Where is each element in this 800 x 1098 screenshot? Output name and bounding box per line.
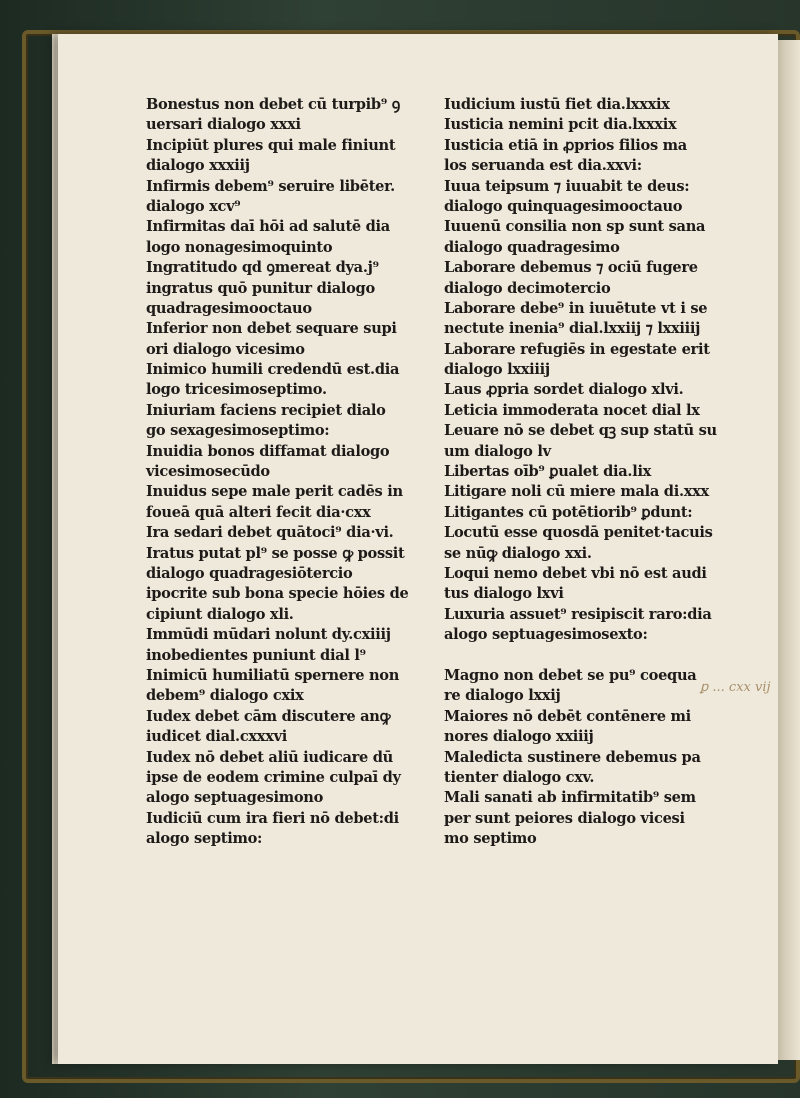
text-line: alogo septuagesimosexto: [444, 626, 648, 644]
text-line: Ingratitudo qd ꝯmereat dya.j⁹ [146, 259, 379, 277]
text-line: dialogo quadragesiōtercio [146, 564, 353, 582]
text-line: Litigantes cū potētiorib⁹ ꝑdunt: [444, 503, 693, 521]
text-line: Iuua teipsum ⁊ iuuabit te deus: [444, 177, 690, 195]
text-line: Loqui nemo debet vbi nō est audi [444, 564, 707, 582]
text-line: cipiunt dialogo xli. [146, 605, 294, 623]
text-line: Iusticia nemini pcit dia.lxxxix [444, 116, 677, 134]
text-line: dialogo xcv⁹ [146, 197, 241, 215]
text-line: Locutū esse quosdā penitet·tacuis [444, 524, 713, 542]
text-line: Inimico humili credendū est.dia [146, 361, 400, 379]
text-line: dialogo lxxiiij [444, 361, 550, 379]
text-line: ori dialogo vicesimo [146, 340, 305, 358]
text-line: dialogo decimotercio [444, 279, 611, 297]
text-line: Libertas oīb⁹ ꝑualet dia.lix [444, 463, 652, 481]
text-line: Maledicta sustinere debemus pa [444, 748, 701, 766]
text-line: go sexagesimoseptimo: [146, 422, 330, 440]
text-line: nores dialogo xxiiij [444, 728, 594, 746]
text-line: logo nonagesimoquinto [146, 238, 333, 256]
text-line: alogo septimo: [146, 830, 263, 848]
text-line: uersari dialogo xxxi [146, 116, 301, 134]
text-line: ingratus quō punitur dialogo [146, 279, 375, 297]
text-line: vicesimosecūdo [146, 463, 270, 481]
text-line: Magno non debet se pu⁹ coequa [444, 666, 697, 684]
text-line: dialogo quinquagesimooctauo [444, 197, 683, 215]
text-line: per sunt peiores dialogo vicesi [444, 809, 685, 827]
text-line: dialogo xxxiij [146, 157, 250, 175]
text-line: debem⁹ dialogo cxix [146, 687, 304, 705]
text-line: quadragesimooctauo [146, 299, 312, 317]
text-line: Iratus putat pl⁹ se posse ꝙ possit [146, 544, 405, 562]
text-line: se nūꝙ dialogo xxi. [444, 544, 592, 562]
text-line: Immūdi mūdari nolunt dy.cxiiij [146, 626, 391, 644]
text-line: Inferior non debet sequare supi [146, 320, 397, 338]
text-line: inobedientes puniunt dial l⁹ [146, 646, 366, 664]
text-line: Inuidia bonos diffamat dialogo [146, 442, 390, 460]
text-line [444, 646, 744, 666]
text-line: Iudicium iustū fiet dia.lxxxix [444, 96, 670, 113]
text-line: Iudex nō debet aliū iudicare dū [146, 748, 393, 766]
right-text-column [444, 95, 744, 849]
text-line: Laborare debemus ⁊ ociū fugere [444, 259, 698, 277]
text-line: foueā quā alteri fecit dia·cxx [146, 503, 371, 521]
text-line: Incipiūt plures qui male finiunt [146, 136, 396, 154]
text-line: Laborare refugiēs in egestate erit [444, 340, 710, 358]
text-line: Iniuriam faciens recipiet dialo [146, 401, 386, 419]
text-line: Laus ꝓpria sordet dialogo xlvi. [444, 381, 684, 399]
text-line: Luxuria assuet⁹ resipiscit raro:dia [444, 605, 712, 623]
text-line: Litigare noli cū miere mala di.xxx [444, 483, 709, 501]
text-line: ipse de eodem crimine culpaī dy [146, 768, 401, 786]
text-line: Leticia immoderata nocet dial lx [444, 401, 700, 419]
text-line: iudicet dial.cxxxvi [146, 728, 288, 746]
text-line: Iusticia etiā in ꝓprios filios ma [444, 136, 687, 154]
facing-page-edge [775, 40, 800, 1060]
left-text-column [146, 95, 436, 849]
text-line: mo septimo [444, 830, 537, 848]
text-line: Inimicū humiliatū spernere non [146, 666, 400, 684]
text-line: logo tricesimoseptimo. [146, 381, 327, 399]
text-line: Maiores nō debēt contēnere mi [444, 707, 691, 725]
text-line: alogo septuagesimono [146, 789, 324, 807]
text-line: tienter dialogo cxv. [444, 768, 595, 786]
text-line: dialogo quadragesimo [444, 238, 620, 256]
text-line: Mali sanati ab infirmitatib⁹ sem [444, 789, 696, 807]
text-line: Leuare nō se debet qꝫ sup statū su [444, 422, 717, 440]
text-line: Iudiciū cum ira fieri nō debet:di [146, 809, 399, 827]
text-line: re dialogo lxxij [444, 687, 561, 705]
text-line: Iuuenū consilia non sp sunt sana [444, 218, 706, 236]
text-line: ipocrite sub bona specie hōies de [146, 585, 409, 603]
text-line: Infirmitas daī hōi ad salutē dia [146, 218, 390, 236]
text-line: Ira sedari debet quātoci⁹ dia·vi. [146, 524, 394, 542]
text-line: Laborare debe⁹ in iuuētute vt i se [444, 299, 708, 317]
text-line: Infirmis debem⁹ seruire libēter. [146, 177, 395, 195]
text-line: Iudex debet cām discutere anꝙ [146, 707, 391, 725]
text-line: tus dialogo lxvi [444, 585, 564, 603]
marginal-handwritten-note: ꝑ ... cxx vij [700, 680, 771, 695]
text-line: Bonestus non debet cū turpib⁹ ꝯ [146, 96, 400, 113]
text-line: um dialogo lv [444, 442, 551, 460]
text-line: los seruanda est dia.xxvi: [444, 157, 642, 175]
text-line: nectute inenia⁹ dial.lxxiij ⁊ lxxiiij [444, 320, 701, 338]
text-line: Inuidus sepe male perit cadēs in [146, 483, 403, 501]
